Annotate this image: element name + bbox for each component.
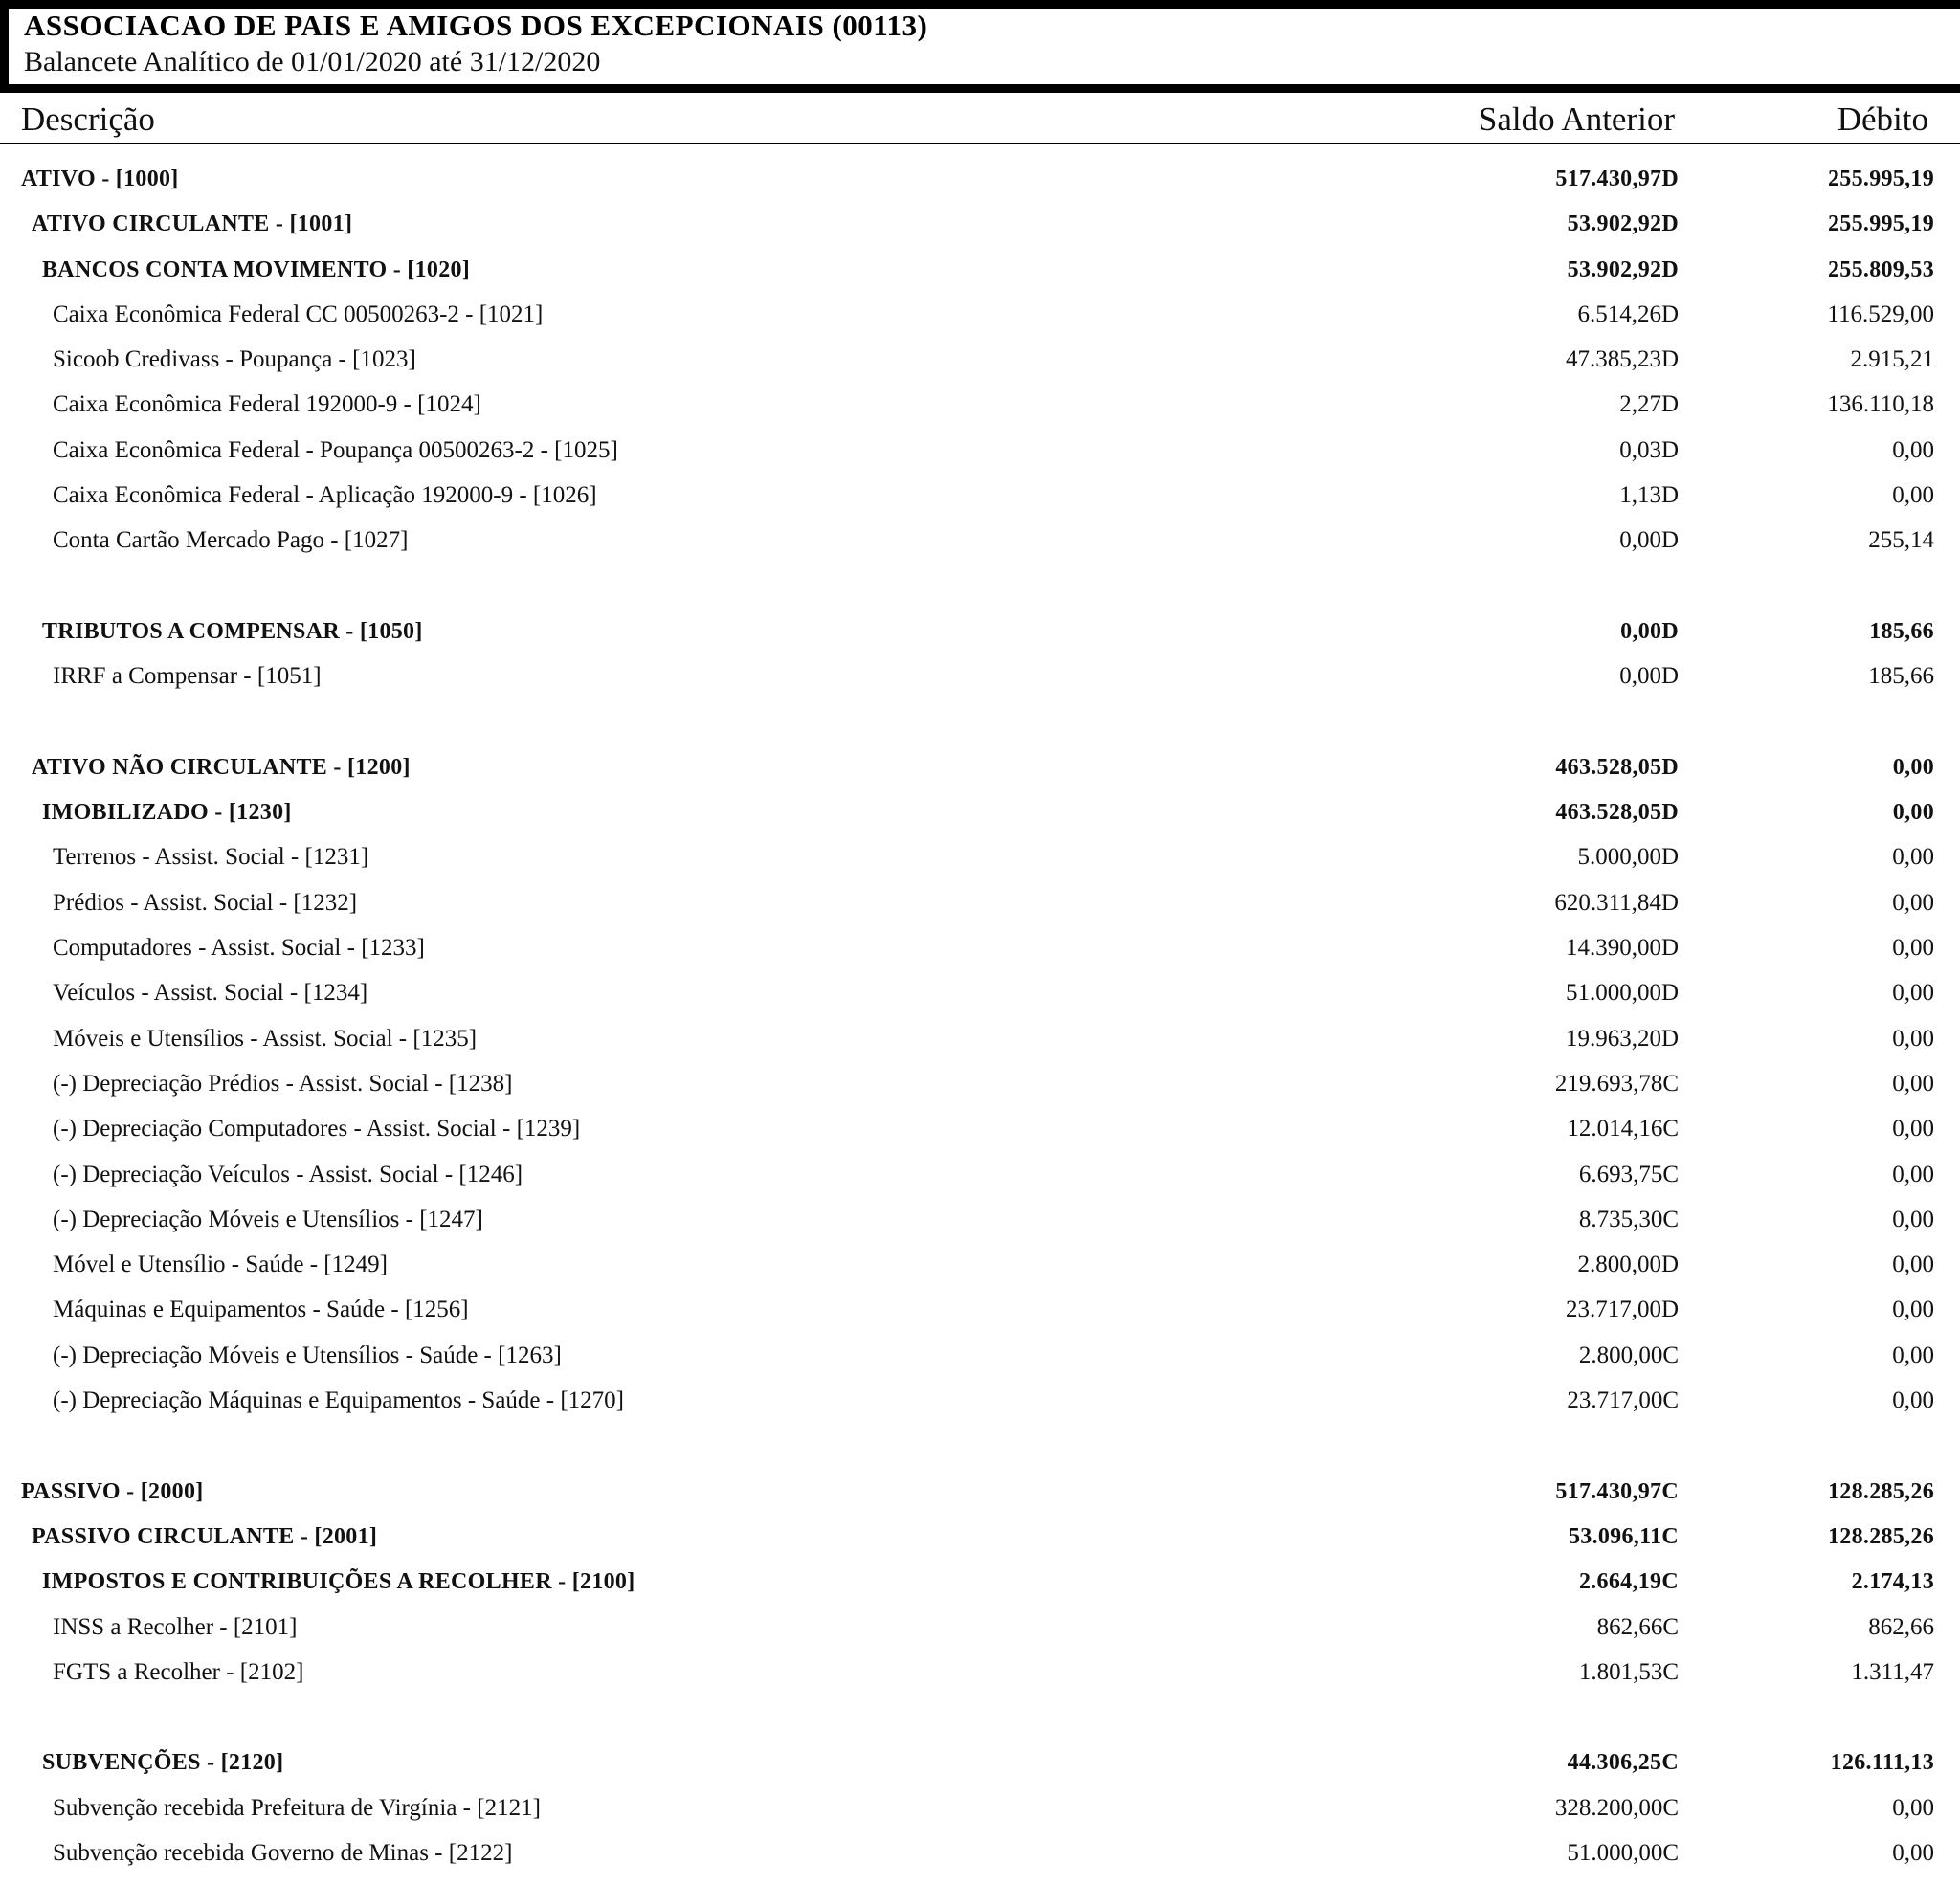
saldo-anterior-value: 53.902,92D: [1567, 211, 1679, 237]
debito-value: 0,00: [1892, 1252, 1934, 1278]
column-header-row: [0, 93, 1960, 144]
table-spacer-row: [0, 702, 1960, 747]
table-row: [0, 1290, 1960, 1335]
debito-value: 0,00: [1892, 980, 1934, 1007]
account-description: SUBVENÇÕES - [2120]: [42, 1750, 284, 1776]
account-description: INSS a Recolher - [2101]: [53, 1613, 298, 1640]
account-description: Máquinas e Equipamentos - Saúde - [1256]: [53, 1297, 469, 1323]
saldo-anterior-value: 0,00D: [1619, 663, 1679, 690]
account-description: Caixa Econômica Federal - Aplicação 192000-9 - [1026]: [53, 482, 597, 509]
saldo-anterior-value: 6.693,75C: [1578, 1161, 1679, 1187]
table-row: [0, 837, 1960, 882]
saldo-anterior-value: 53.902,92D: [1567, 256, 1679, 282]
saldo-anterior-value: 2.800,00D: [1577, 1252, 1679, 1278]
debito-value: 136.110,18: [1827, 391, 1934, 418]
column-header-description: Descrição: [21, 100, 155, 138]
saldo-anterior-value: 463.528,05D: [1555, 800, 1679, 826]
debito-value: 0,00: [1892, 1839, 1934, 1866]
account-description: Terrenos - Assist. Social - [1231]: [53, 844, 369, 871]
table-row: [0, 1652, 1960, 1697]
table-spacer-row: [0, 1697, 1960, 1742]
debito-value: 2.915,21: [1850, 346, 1934, 373]
saldo-anterior-value: 219.693,78C: [1554, 1070, 1679, 1097]
debito-value: 0,00: [1892, 436, 1934, 463]
table-group-row: [0, 611, 1960, 656]
account-description: (-) Depreciação Máquinas e Equipamentos - Saúde - [1270]: [53, 1387, 624, 1414]
account-description: PASSIVO - [2000]: [21, 1478, 204, 1504]
saldo-anterior-value: 51.000,00D: [1565, 980, 1679, 1007]
saldo-anterior-value: 463.528,05D: [1555, 754, 1679, 780]
account-description: Sicoob Credivass - Poupança - [1023]: [53, 346, 416, 373]
account-description: ATIVO NÃO CIRCULANTE - [1200]: [32, 754, 411, 780]
debito-value: 862,66: [1868, 1613, 1934, 1640]
table-row: [0, 476, 1960, 521]
debito-value: 126.111,13: [1830, 1750, 1934, 1776]
saldo-anterior-value: 44.306,25C: [1567, 1750, 1679, 1776]
saldo-anterior-value: 12.014,16C: [1567, 1116, 1679, 1142]
saldo-anterior-value: 5.000,00D: [1577, 844, 1679, 871]
saldo-anterior-value: 620.311,84D: [1554, 889, 1679, 916]
account-description: Caixa Econômica Federal 192000-9 - [1024]: [53, 391, 481, 418]
saldo-anterior-value: 0,00D: [1620, 618, 1679, 644]
saldo-anterior-value: 517.430,97C: [1555, 1478, 1679, 1504]
account-description: ATIVO - [1000]: [21, 166, 179, 191]
saldo-anterior-value: 0,03D: [1619, 436, 1679, 463]
account-description: (-) Depreciação Computadores - Assist. Social - [1239]: [53, 1116, 581, 1142]
table-group-row: [0, 1742, 1960, 1787]
table-row: [0, 431, 1960, 476]
table-group-row: [0, 1517, 1960, 1562]
account-description: Móveis e Utensílios - Assist. Social - [1235]: [53, 1025, 478, 1052]
table-row: [0, 1245, 1960, 1290]
debito-value: 0,00: [1892, 754, 1934, 780]
debito-value: 0,00: [1892, 1116, 1934, 1142]
debito-value: 0,00: [1892, 1161, 1934, 1187]
table-row: [0, 973, 1960, 1018]
debito-value: 0,00: [1892, 482, 1934, 509]
saldo-anterior-value: 1,13D: [1619, 482, 1679, 509]
account-description: Subvenção recebida Governo de Minas - [2122]: [53, 1839, 513, 1866]
table-spacer-row: [0, 566, 1960, 611]
table-row: [0, 1788, 1960, 1833]
column-header-saldo-anterior: Saldo Anterior: [1478, 100, 1675, 138]
table-group-row: [0, 1472, 1960, 1517]
table-group-row: [0, 204, 1960, 249]
debito-value: 0,00: [1892, 889, 1934, 916]
debito-value: 255.995,19: [1828, 166, 1934, 191]
saldo-anterior-value: 53.096,11C: [1568, 1523, 1679, 1549]
table-row: [0, 1064, 1960, 1109]
table-group-row: [0, 159, 1960, 204]
account-description: BANCOS CONTA MOVIMENTO - [1020]: [42, 256, 471, 282]
balance-table-body: [0, 159, 1960, 1878]
table-group-row: [0, 250, 1960, 295]
account-description: Caixa Econômica Federal CC 00500263-2 - [1021]: [53, 300, 544, 327]
account-description: Caixa Econômica Federal - Poupança 00500263-2 - [1025]: [53, 436, 618, 463]
table-row: [0, 1019, 1960, 1064]
account-description: Conta Cartão Mercado Pago - [1027]: [53, 527, 409, 554]
saldo-anterior-value: 8.735,30C: [1578, 1206, 1679, 1232]
account-description: ATIVO CIRCULANTE - [1001]: [32, 211, 353, 237]
saldo-anterior-value: 517.430,97D: [1555, 166, 1679, 191]
account-description: Móvel e Utensílio - Saúde - [1249]: [53, 1252, 388, 1278]
table-row: [0, 656, 1960, 701]
debito-value: 255.995,19: [1828, 211, 1934, 237]
saldo-anterior-value: 2.800,00C: [1578, 1342, 1679, 1368]
table-row: [0, 883, 1960, 928]
debito-value: 0,00: [1892, 1206, 1934, 1232]
debito-value: 128.285,26: [1828, 1523, 1934, 1549]
debito-value: 0,00: [1892, 1342, 1934, 1368]
debito-value: 116.529,00: [1827, 300, 1934, 327]
saldo-anterior-value: 14.390,00D: [1565, 935, 1679, 962]
saldo-anterior-value: 328.200,00C: [1554, 1794, 1679, 1821]
debito-value: 0,00: [1892, 844, 1934, 871]
saldo-anterior-value: 2,27D: [1619, 391, 1679, 418]
account-description: IMPOSTOS E CONTRIBUIÇÕES A RECOLHER - [2100]: [42, 1569, 635, 1595]
table-row: [0, 385, 1960, 430]
debito-value: 0,00: [1892, 1297, 1934, 1323]
debito-value: 0,00: [1892, 800, 1934, 826]
report-header: [0, 0, 1960, 93]
account-description: (-) Depreciação Móveis e Utensílios - [1247]: [53, 1206, 483, 1232]
debito-value: 2.174,13: [1851, 1569, 1934, 1595]
saldo-anterior-value: 1.801,53C: [1578, 1658, 1679, 1685]
account-description: Subvenção recebida Prefeitura de Virgínia - [2121]: [53, 1794, 541, 1821]
debito-value: 0,00: [1892, 1387, 1934, 1414]
table-row: [0, 521, 1960, 566]
account-description: (-) Depreciação Prédios - Assist. Social - [1238]: [53, 1070, 513, 1097]
saldo-anterior-value: 0,00D: [1619, 527, 1679, 554]
table-row: [0, 1109, 1960, 1154]
report-subtitle: Balancete Analítico de 01/01/2020 até 31/12/2020: [24, 46, 601, 78]
saldo-anterior-value: 2.664,19C: [1578, 1569, 1679, 1595]
debito-value: 255,14: [1868, 527, 1934, 554]
table-group-row: [0, 747, 1960, 792]
table-row: [0, 1833, 1960, 1878]
saldo-anterior-value: 862,66C: [1596, 1613, 1679, 1640]
debito-value: 0,00: [1892, 1794, 1934, 1821]
table-row: [0, 1336, 1960, 1381]
saldo-anterior-value: 23.717,00C: [1567, 1387, 1679, 1414]
table-row: [0, 340, 1960, 385]
account-description: Computadores - Assist. Social - [1233]: [53, 935, 425, 962]
account-description: FGTS a Recolher - [2102]: [53, 1658, 304, 1685]
account-description: TRIBUTOS A COMPENSAR - [1050]: [42, 618, 423, 644]
debito-value: 255.809,53: [1828, 256, 1934, 282]
table-row: [0, 295, 1960, 340]
account-description: IRRF a Compensar - [1051]: [53, 663, 322, 690]
table-row: [0, 1155, 1960, 1200]
table-row: [0, 1200, 1960, 1245]
table-row: [0, 928, 1960, 973]
debito-value: 185,66: [1869, 618, 1934, 644]
debito-value: 128.285,26: [1828, 1478, 1934, 1504]
organization-name: ASSOCIACAO DE PAIS E AMIGOS DOS EXCEPCIONAIS (00113): [24, 9, 928, 42]
table-row: [0, 1381, 1960, 1426]
saldo-anterior-value: 47.385,23D: [1565, 346, 1679, 373]
saldo-anterior-value: 19.963,20D: [1565, 1025, 1679, 1052]
account-description: (-) Depreciação Veículos - Assist. Social - [1246]: [53, 1161, 523, 1187]
account-description: IMOBILIZADO - [1230]: [42, 800, 292, 826]
debito-value: 0,00: [1892, 1070, 1934, 1097]
table-spacer-row: [0, 1426, 1960, 1471]
account-description: Veículos - Assist. Social - [1234]: [53, 980, 368, 1007]
debito-value: 0,00: [1892, 1025, 1934, 1052]
account-description: PASSIVO CIRCULANTE - [2001]: [32, 1523, 378, 1549]
saldo-anterior-value: 23.717,00D: [1565, 1297, 1679, 1323]
account-description: Prédios - Assist. Social - [1232]: [53, 889, 358, 916]
table-group-row: [0, 792, 1960, 837]
saldo-anterior-value: 6.514,26D: [1577, 300, 1679, 327]
debito-value: 1.311,47: [1851, 1658, 1934, 1685]
saldo-anterior-value: 51.000,00C: [1567, 1839, 1679, 1866]
column-header-debito: Débito: [1837, 100, 1928, 138]
debito-value: 185,66: [1868, 663, 1934, 690]
account-description: (-) Depreciação Móveis e Utensílios - Saúde - [1263]: [53, 1342, 562, 1368]
debito-value: 0,00: [1892, 935, 1934, 962]
table-row: [0, 1608, 1960, 1652]
table-group-row: [0, 1562, 1960, 1607]
